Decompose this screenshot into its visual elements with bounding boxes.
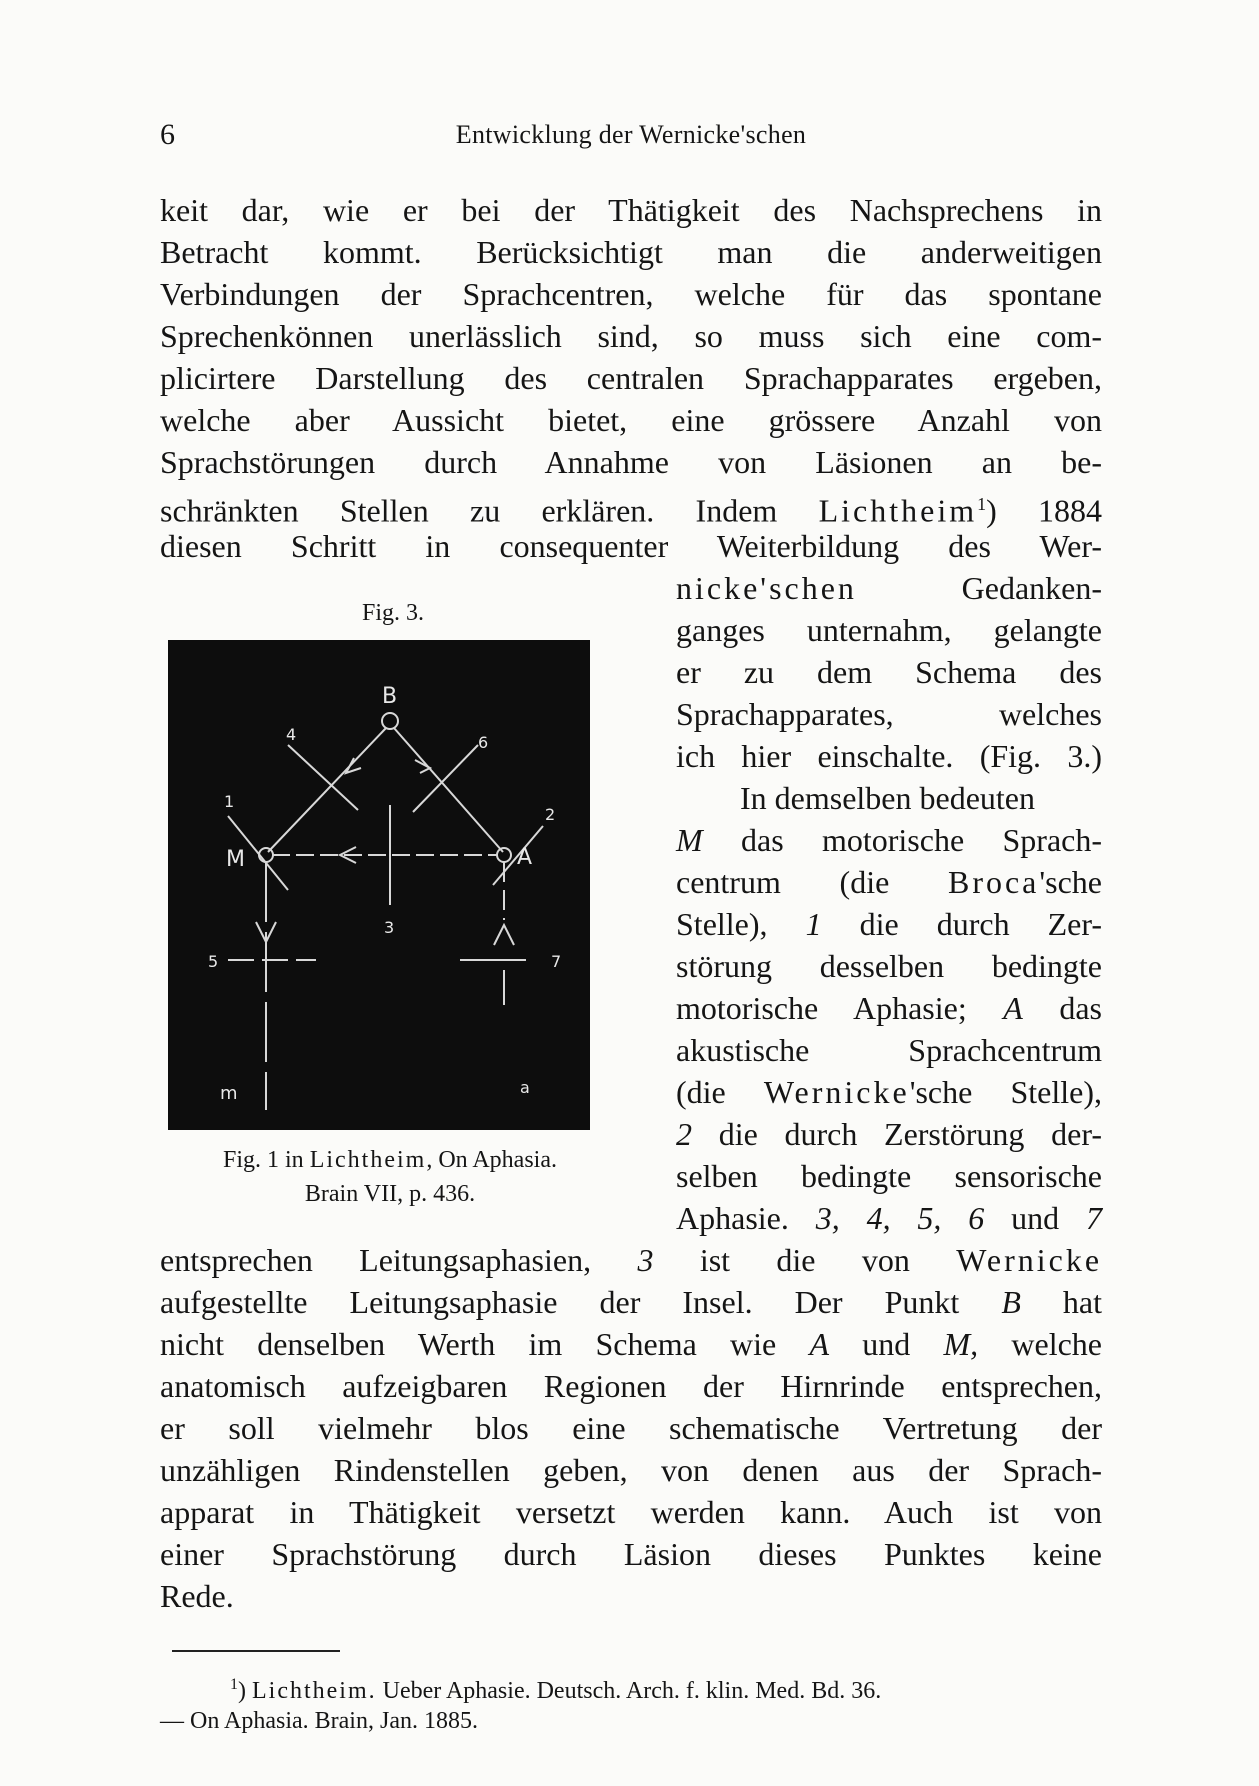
label-a: A	[517, 845, 533, 870]
cut-6	[413, 745, 478, 812]
italic-term: 2	[676, 1116, 692, 1152]
author-name: Broca	[947, 864, 1040, 900]
italic-term: M,	[943, 1326, 979, 1362]
footnote-marker: 1	[230, 1676, 238, 1693]
label-5: 5	[208, 952, 219, 971]
text-line	[676, 568, 1102, 608]
author-name: Lichtheim	[818, 492, 978, 529]
italic-term: 3, 4, 5, 6	[815, 1200, 985, 1236]
label-m-small: m	[220, 1083, 238, 1104]
text-run: ) 1884	[986, 492, 1103, 529]
label-1: 1	[224, 792, 235, 811]
footnote-line-2: — On Aphasia. Brain, Jan. 1885.	[160, 1708, 478, 1734]
schema-diagram	[168, 640, 590, 1130]
text-line	[676, 820, 1102, 860]
text-run: Aphasie.	[676, 1200, 816, 1236]
italic-term: 1	[805, 906, 822, 942]
text-run: das motorische Sprach-	[702, 822, 1102, 858]
text-run: und	[984, 1200, 1087, 1236]
text-line: apparat in Thätigkeit versetzt werden kann. Auch ist von	[160, 1494, 1102, 1530]
text-line: er zu dem Schema des	[676, 654, 1102, 690]
text-line: Sprachapparates, welches	[676, 696, 1102, 732]
arrow-b-m	[346, 758, 361, 773]
italic-term: M	[676, 822, 703, 858]
label-4: 4	[286, 725, 297, 744]
figure-credit-line-2: Brain VII, p. 436.	[304, 1181, 476, 1207]
text-run: aufgestellte Leitungsaphasie der Insel. Der Punkt	[160, 1284, 960, 1320]
node-m	[259, 848, 273, 862]
label-6: 6	[478, 733, 489, 752]
text-line: Sprechenkönnen unerlässlich sind, so muss sich eine com-	[160, 318, 1102, 354]
label-b: B	[382, 684, 398, 709]
text-run: welche	[978, 1326, 1103, 1362]
label-7: 7	[551, 952, 562, 971]
label-a-small: a	[520, 1078, 530, 1097]
italic-term: 7	[1086, 1200, 1103, 1236]
text-line	[160, 1324, 1102, 1364]
credit-suffix: , On Aphasia.	[426, 1147, 557, 1173]
italic-term: B	[1001, 1284, 1021, 1320]
text-run: 'sche Stelle),	[909, 1074, 1103, 1110]
text-run: motorische Aphasie;	[676, 990, 1004, 1026]
author-name: Wernicke	[956, 1242, 1103, 1278]
credit-prefix: Fig. 1 in	[223, 1147, 310, 1173]
text-run: entsprechen Leitungsaphasien,	[160, 1242, 638, 1278]
footnote-divider	[172, 1650, 340, 1652]
arrow-a-up	[494, 925, 514, 945]
label-m: M	[226, 847, 245, 872]
footnote-text: Ueber Aphasie. Deutsch. Arch. f. klin. Med. Bd. 36.	[376, 1678, 882, 1704]
text-line: Verbindungen der Sprachcentren, welche für das spontane	[160, 276, 1102, 312]
text-run: centrum (die	[676, 864, 948, 900]
text-run: und	[829, 1326, 944, 1362]
text-line	[676, 862, 1102, 902]
arrow-b-a	[415, 760, 430, 773]
text-run: das	[1022, 990, 1103, 1026]
text-line	[676, 988, 1102, 1028]
footnote-line-1: $^1$) Lichtheim. Ueber Aphasie. Deutsch. Arch. f. klin. Med. Bd. 36.	[230, 1676, 882, 1704]
credit-author: Lichtheim	[309, 1147, 427, 1173]
italic-term: A	[809, 1326, 830, 1362]
label-2: 2	[545, 805, 556, 824]
text-line: Sprachstörungen durch Annahme von Läsionen an be-	[160, 444, 1102, 480]
text-line: Rede.	[160, 1578, 234, 1614]
line-b-m	[268, 728, 386, 852]
text-run: die durch Zerstörung der-	[692, 1116, 1102, 1152]
text-line: Betracht kommt. Berücksichtigt man die anderweitigen	[160, 234, 1102, 270]
lichtheim-schema-figure	[168, 640, 590, 1130]
text-line: unzähligen Rindenstellen geben, von denen aus der Sprach-	[160, 1452, 1102, 1488]
text-line	[160, 484, 1102, 531]
text-line: keit dar, wie er bei der Thätigkeit des Nachsprechens in	[160, 192, 1102, 228]
text-run: die durch Zer-	[821, 906, 1103, 942]
text-line: ganges unternahm, gelangte	[676, 612, 1102, 648]
running-header	[160, 118, 1102, 158]
node-a	[497, 848, 511, 862]
text-line: plicirtere Darstellung des centralen Sprachapparates ergeben,	[160, 360, 1102, 396]
text-line: anatomisch aufzeigbaren Regionen der Hirnrinde entsprechen,	[160, 1368, 1102, 1404]
text-line	[676, 1114, 1102, 1154]
text-line: selben bedingte sensorische	[676, 1158, 1102, 1194]
text-run: Stelle),	[676, 906, 806, 942]
footnote-author: Lichtheim.	[252, 1678, 377, 1704]
text-run: hat	[1062, 1284, 1102, 1320]
text-line: welche aber Aussicht bietet, eine grössere Anzahl von	[160, 402, 1102, 438]
footnote-ref: 1	[977, 494, 987, 514]
text-line: akustische Sprachcentrum	[676, 1032, 1102, 1068]
text-run: nicht denselben Werth im Schema wie	[160, 1326, 810, 1362]
text-line: ich hier einschalte. (Fig. 3.)	[676, 738, 1102, 774]
text-line: er soll vielmehr blos eine schematische Vertretung der	[160, 1410, 1102, 1446]
text-line	[160, 1282, 1102, 1322]
running-title: Entwicklung der Wernicke'schen	[455, 120, 807, 149]
text-line: In demselben bedeuten	[740, 780, 1035, 816]
figure-caption: Fig. 3.	[362, 600, 425, 626]
italic-term: A	[1003, 990, 1023, 1026]
cut-4	[288, 745, 358, 810]
text-line: diesen Schritt in consequenter Weiterbildung des Wer-	[160, 528, 1102, 564]
text-line	[676, 904, 1102, 944]
text-run: (die	[676, 1074, 764, 1110]
text-line	[676, 1072, 1102, 1112]
text-line: störung desselben bedingte	[676, 948, 1102, 984]
text-run: ist die von	[653, 1242, 957, 1278]
text-run: Gedanken-	[961, 570, 1102, 606]
text-run: 'sche	[1039, 864, 1102, 900]
text-line: einer Sprachstörung durch Läsion dieses Punktes keine	[160, 1536, 1102, 1572]
text-line	[676, 1198, 1102, 1238]
node-b	[382, 713, 398, 729]
figure-credit-line-1	[160, 1144, 620, 1176]
label-3: 3	[384, 918, 395, 937]
text-run: schränkten Stellen zu erklären. Indem	[160, 492, 778, 529]
page-number: 6	[160, 118, 175, 151]
author-name: nicke'schen	[676, 570, 857, 606]
text-line	[160, 1240, 1102, 1280]
author-name: Wernicke	[763, 1074, 910, 1110]
italic-term: 3	[637, 1242, 654, 1278]
